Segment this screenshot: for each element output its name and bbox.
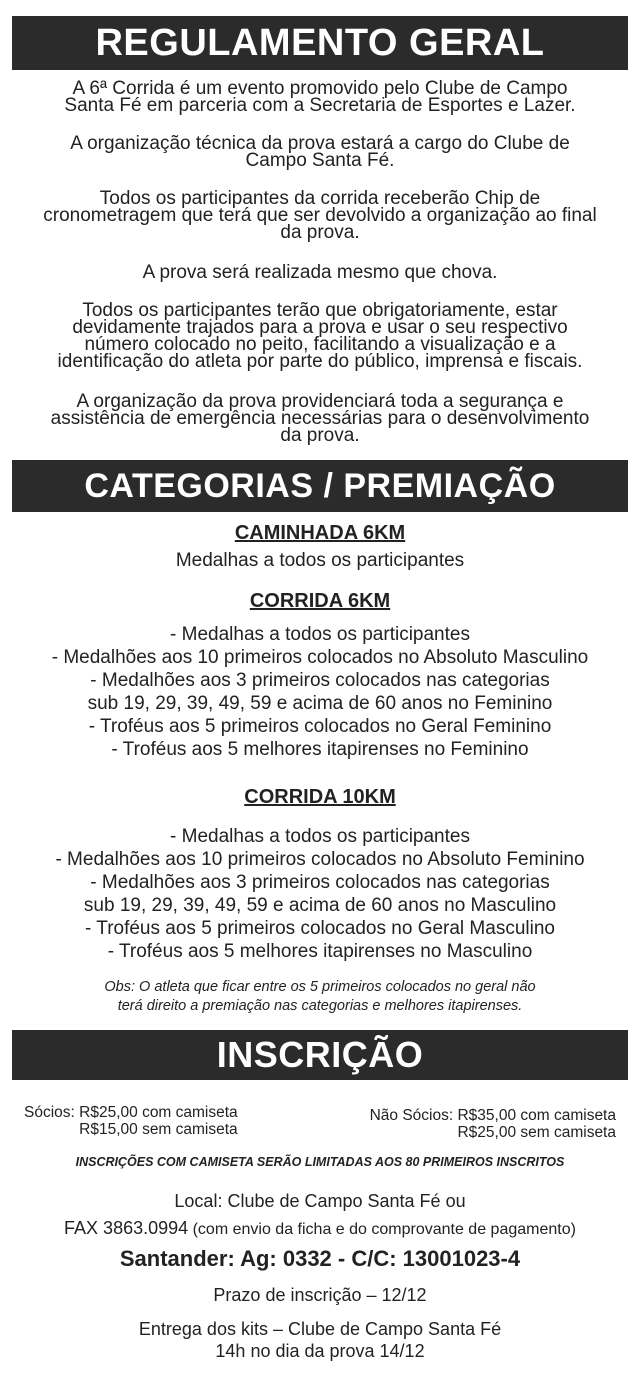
list-item: sub 19, 29, 39, 49, 59 e acima de 60 anos no Masculino (83, 895, 557, 916)
text-line: da prova. (280, 222, 360, 243)
text-line: identificação do atleta por parte do público, imprensa e fiscais. (57, 351, 583, 372)
text-line: cronometragem que terá que ser devolvido a organização ao final (43, 205, 597, 226)
text-line: A organização técnica da prova estará a cargo do Clube de (70, 133, 570, 154)
corrida6-list (0, 623, 640, 761)
list-item: - Troféus aos 5 melhores itapirenses no Masculino (107, 941, 533, 962)
paragraph-chip (10, 190, 630, 241)
corrida10-heading: CORRIDA 10KM (244, 786, 396, 808)
list-item: - Medalhões aos 3 primeiros colocados nas categorias (90, 872, 550, 893)
prazo-line: Prazo de inscrição – 12/12 (213, 1285, 427, 1305)
list-item: - Medalhas a todos os participantes (170, 826, 470, 847)
socios-prices (24, 1104, 238, 1138)
entrega-line: Entrega dos kits – Clube de Campo Santa Fé (138, 1319, 502, 1339)
fax-note: (com envio da ficha e do comprovante de pagamento) (188, 1221, 576, 1238)
text-line: Todos os participantes da corrida receberão Chip de (99, 188, 541, 209)
inscricoes-limit-note: INSCRIÇÕES COM CAMISETA SERÃO LIMITADAS AOS 80 PRIMEIROS INSCRITOS (75, 1155, 565, 1169)
nao-socios-com: R$35,00 com camiseta (457, 1107, 616, 1124)
fax-line (0, 1217, 640, 1241)
list-item: - Troféus aos 5 melhores itapirenses no Feminino (111, 739, 529, 760)
text-line: assistência de emergência necessárias para o desenvolvimento (50, 408, 590, 429)
list-item: sub 19, 29, 39, 49, 59 e acima de 60 anos no Feminino (87, 693, 553, 714)
nao-socios-prices (370, 1107, 616, 1141)
paragraph-chuva (10, 264, 630, 281)
list-item: - Medalhas a todos os participantes (170, 624, 470, 645)
local-line: Local: Clube de Campo Santa Fé ou (174, 1191, 466, 1211)
caminhada-line: Medalhas a todos os participantes (175, 550, 465, 571)
text-line: Obs: O atleta que ficar entre os 5 primeiros colocados no geral não (104, 979, 536, 995)
list-item: - Medalhões aos 10 primeiros colocados no Absoluto Feminino (55, 849, 585, 870)
socios-label: Sócios: (24, 1104, 75, 1121)
obs-note (0, 978, 640, 1016)
entrega-time-line: 14h no dia da prova 14/12 (215, 1341, 425, 1361)
paragraph-seguranca (10, 393, 630, 444)
text-line: da prova. (280, 425, 360, 446)
inscricao-banner: INSCRIÇÃO (12, 1030, 628, 1080)
fax-number: FAX 3863.0994 (64, 1218, 189, 1238)
categorias-banner: CATEGORIAS / PREMIAÇÃO (12, 460, 628, 512)
list-item: - Medalhões aos 3 primeiros colocados nas categorias (90, 670, 550, 691)
bank-account: Santander: Ag: 0332 - C/C: 13001023-4 (119, 1246, 521, 1271)
caminhada-heading: CAMINHADA 6KM (234, 522, 406, 544)
paragraph-organizacao (10, 135, 630, 169)
text-line: Todos os participantes terão que obrigatoriamente, estar (82, 300, 558, 321)
nao-socios-sem: R$25,00 sem camiseta (457, 1124, 616, 1141)
nao-socios-label: Não Sócios: (369, 1107, 454, 1124)
text-line: A prova será realizada mesmo que chova. (142, 262, 498, 283)
socios-com: R$25,00 com camiseta (79, 1104, 238, 1121)
text-line: Campo Santa Fé. (245, 150, 395, 171)
list-item: - Troféus aos 5 primeiros colocados no Geral Feminino (88, 716, 552, 737)
corrida10-list (0, 825, 640, 963)
text-line: devidamente trajados para a prova e usar o seu respectivo (72, 317, 568, 338)
socios-sem: R$15,00 sem camiseta (79, 1121, 238, 1138)
corrida6-heading: CORRIDA 6KM (249, 590, 391, 612)
text-line: Santa Fé em parceria com a Secretaria de Esportes e Lazer. (64, 95, 576, 116)
regulamento-banner: REGULAMENTO GERAL (12, 16, 628, 70)
list-item: - Troféus aos 5 primeiros colocados no Geral Masculino (85, 918, 555, 939)
text-line: terá direito a premiação nas categorias e melhores itapirenses. (117, 998, 523, 1014)
list-item: - Medalhões aos 10 primeiros colocados no Absoluto Masculino (51, 647, 589, 668)
text-line: A 6ª Corrida é um evento promovido pelo Clube de Campo (72, 78, 568, 99)
text-line: A organização da prova providenciará toda a segurança e (76, 391, 564, 412)
text-line: número colocado no peito, facilitando a visualização e a (84, 334, 556, 355)
paragraph-trajes (10, 302, 630, 370)
paragraph-evento (10, 80, 630, 114)
